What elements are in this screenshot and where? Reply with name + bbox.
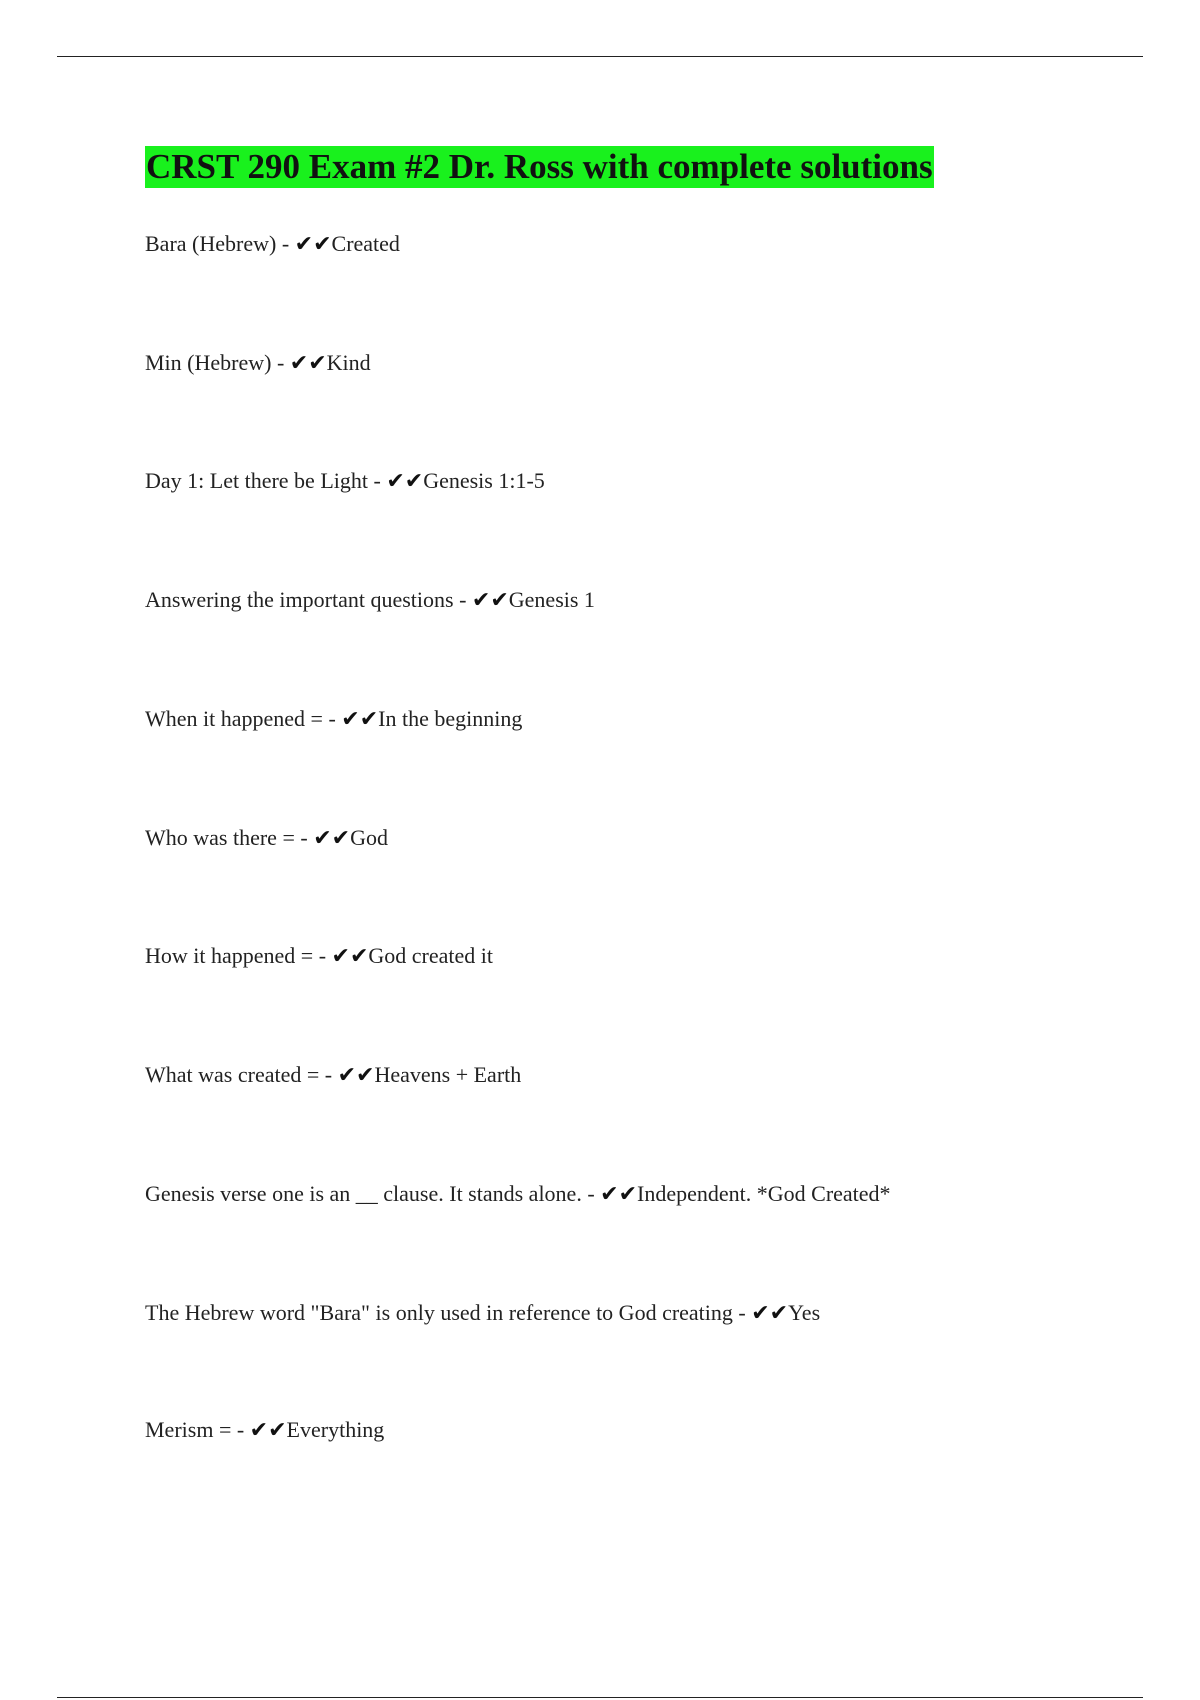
check-mark-icon: ✔✔: [331, 944, 369, 969]
qa-item: [145, 1416, 384, 1445]
qa-item: [145, 824, 388, 853]
qa-item: [145, 349, 371, 378]
answer-text: Genesis 1: [508, 587, 595, 612]
answer-text: Genesis 1:1-5: [423, 468, 545, 493]
question-text: Who was there = -: [145, 825, 314, 850]
answer-text: God: [350, 825, 388, 850]
check-mark-icon: ✔✔: [471, 588, 509, 613]
check-mark-icon: ✔✔: [294, 232, 332, 257]
page-bottom-rule: [57, 1697, 1143, 1698]
question-text: Bara (Hebrew) -: [145, 231, 295, 256]
qa-item: [145, 586, 595, 615]
qa-item: [145, 467, 545, 496]
qa-item: [145, 705, 522, 734]
check-mark-icon: ✔✔: [337, 1063, 375, 1088]
question-text: How it happened = -: [145, 943, 332, 968]
check-mark-icon: ✔✔: [313, 826, 351, 851]
question-text: Merism = -: [145, 1417, 250, 1442]
qa-item: [145, 1299, 820, 1328]
answer-text: Independent. *God Created*: [637, 1181, 891, 1206]
check-mark-icon: ✔✔: [249, 1418, 287, 1443]
check-mark-icon: ✔✔: [289, 351, 327, 376]
answer-text: In the beginning: [378, 706, 523, 731]
qa-item: [145, 1180, 891, 1209]
answer-text: Heavens + Earth: [374, 1062, 522, 1087]
question-text: Answering the important questions -: [145, 587, 472, 612]
document-title: CRST 290 Exam #2 Dr. Ross with complete solutions: [146, 147, 933, 186]
qa-item: [145, 942, 493, 971]
page-top-rule: [57, 56, 1143, 57]
answer-text: Everything: [286, 1417, 385, 1442]
qa-item: [145, 1061, 521, 1090]
check-mark-icon: ✔✔: [341, 707, 379, 732]
answer-text: Kind: [326, 350, 371, 375]
qa-item: [145, 230, 400, 259]
question-text: When it happened = -: [145, 706, 342, 731]
answer-text: Created: [331, 231, 400, 256]
check-mark-icon: ✔✔: [386, 469, 424, 494]
question-text: Min (Hebrew) -: [145, 350, 290, 375]
answer-text: Yes: [788, 1300, 821, 1325]
check-mark-icon: ✔✔: [600, 1182, 638, 1207]
question-text: What was created = -: [145, 1062, 338, 1087]
check-mark-icon: ✔✔: [751, 1301, 789, 1326]
question-text: Day 1: Let there be Light -: [145, 468, 387, 493]
question-text: Genesis verse one is an __ clause. It stands alone. -: [145, 1181, 601, 1206]
answer-text: God created it: [368, 943, 494, 968]
question-text: The Hebrew word "Bara" is only used in reference to God creating -: [145, 1300, 752, 1325]
